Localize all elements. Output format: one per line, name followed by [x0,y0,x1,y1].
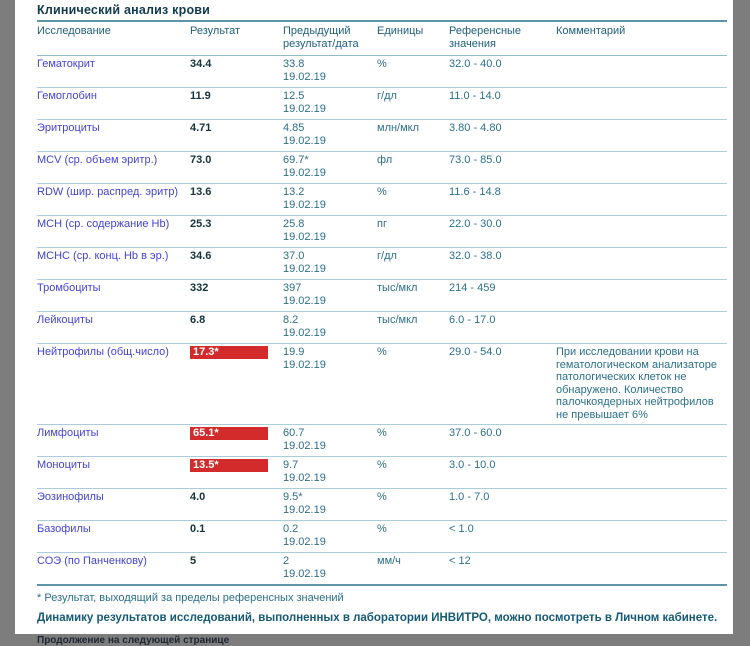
previous-result: 2 [283,555,290,567]
previous-result: 397 [283,282,302,294]
dynamics-note: Динамику результатов исследований, выполненных в лаборатории ИНВИТРО, можно посмотреть в Личном кабинете. [37,612,718,624]
comment [556,521,727,553]
reference-range: < 12 [449,553,556,586]
result-value: 25.3 [190,218,212,230]
results-table [37,20,727,586]
comment [556,56,727,88]
comment: При исследовании крови на гематологическом анализаторе патологических клеток не обнаружено. Количество палочкоядерных нейтрофилов не превышает 6% [556,344,727,425]
previous-date: 19.02.19 [283,71,326,83]
units: % [377,425,449,457]
comment [556,120,727,152]
reference-range: 32.0 - 38.0 [449,248,556,280]
previous-result: 0.2 [283,523,299,535]
result-value: 4.71 [190,122,212,134]
table-body [37,56,727,586]
test-name: MCV (ср. объем эритр.) [37,154,158,166]
result-value: 11.9 [190,90,211,102]
reference-range: 1.0 - 7.0 [449,489,556,521]
units: г/дл [377,88,449,120]
continuation-note: Продолжение на следующей странице [37,634,230,646]
test-name: Моноциты [37,459,90,471]
previous-date: 19.02.19 [283,359,326,371]
table-row [37,248,727,280]
previous-result: 9.5* [283,491,303,503]
reference-range: 32.0 - 40.0 [449,56,556,88]
reference-range: 3.0 - 10.0 [449,457,556,489]
previous-date: 19.02.19 [283,536,326,548]
test-name: Гемоглобин [37,90,97,102]
table-row [37,184,727,216]
comment [556,152,727,184]
result-value: 332 [190,282,209,294]
table-row [37,489,727,521]
previous-date: 19.02.19 [283,568,326,580]
result-value: 65.1* [190,427,268,440]
previous-date: 19.02.19 [283,103,326,115]
test-name: RDW (шир. распред. эритр) [37,186,179,198]
previous-result: 9.7 [283,459,299,471]
test-name: MCHC (ср. конц. Hb в эр.) [37,250,169,262]
result-value: 6.8 [190,314,206,326]
units: % [377,457,449,489]
column-header-result: Результат [190,21,283,56]
previous-date: 19.02.19 [283,231,326,243]
table-row [37,120,727,152]
units: пг [377,216,449,248]
column-header-previous: Предыдущий результат/дата [283,21,377,56]
comment [556,425,727,457]
table-row [37,152,727,184]
reference-range: 37.0 - 60.0 [449,425,556,457]
table-row [37,56,727,88]
result-value: 4.0 [190,491,206,503]
units: тыс/мкл [377,280,449,312]
page-title: Клинический анализ крови [37,3,211,17]
previous-result: 33.8 [283,58,305,70]
previous-date: 19.02.19 [283,167,326,179]
test-name: Тромбоциты [37,282,101,294]
table-row [37,553,727,586]
column-header-units: Единицы [377,21,449,56]
test-name: Лейкоциты [37,314,93,326]
reference-footnote: * Результат, выходящий за пределы референсных значений [37,592,344,604]
column-header-test: Исследование [37,21,190,56]
comment [556,184,727,216]
reference-range: 214 - 459 [449,280,556,312]
previous-result: 25.8 [283,218,305,230]
table-row [37,88,727,120]
column-header-comment: Комментарий [556,21,727,56]
reference-range: 73.0 - 85.0 [449,152,556,184]
reference-range: 3.80 - 4.80 [449,120,556,152]
previous-date: 19.02.19 [283,327,326,339]
previous-result: 8.2 [283,314,299,326]
comment [556,216,727,248]
reference-range: 6.0 - 17.0 [449,312,556,344]
result-value: 13.6 [190,186,212,198]
table-row [37,216,727,248]
previous-result: 60.7 [283,427,305,439]
column-header-reference: Референсные значения [449,21,556,56]
units: г/дл [377,248,449,280]
reference-range: 29.0 - 54.0 [449,344,556,425]
units: % [377,344,449,425]
result-value: 73.0 [190,154,212,166]
comment [556,489,727,521]
table-row [37,521,727,553]
table-row [37,425,727,457]
result-value: 17.3* [190,346,268,359]
previous-result: 4.85 [283,122,305,134]
previous-date: 19.02.19 [283,440,326,452]
previous-result: 37.0 [283,250,305,262]
units: % [377,489,449,521]
test-name: Базофилы [37,523,91,535]
units: тыс/мкл [377,312,449,344]
reference-range: < 1.0 [449,521,556,553]
comment [556,248,727,280]
previous-date: 19.02.19 [283,472,326,484]
test-name: MCH (ср. содержание Hb) [37,218,170,230]
report-page [15,0,733,646]
comment [556,88,727,120]
units: млн/мкл [377,120,449,152]
units: % [377,521,449,553]
comment [556,553,727,586]
test-name: Нейтрофилы (общ.число) [37,346,169,358]
test-name: СОЭ (по Панченкову) [37,555,147,567]
result-value: 13.5* [190,459,268,472]
reference-range: 11.6 - 14.8 [449,184,556,216]
comment [556,280,727,312]
test-name: Эритроциты [37,122,100,134]
table-header [37,21,727,56]
units: фл [377,152,449,184]
previous-date: 19.02.19 [283,263,326,275]
reference-range: 11.0 - 14.0 [449,88,556,120]
table-row [37,457,727,489]
previous-result: 69.7* [283,154,309,166]
test-name: Гематокрит [37,58,95,70]
table-row [37,312,727,344]
comment [556,457,727,489]
result-value: 0.1 [190,523,206,535]
reference-range: 22.0 - 30.0 [449,216,556,248]
table-row [37,344,727,425]
test-name: Эозинофилы [37,491,104,503]
comment [556,312,727,344]
previous-result: 19.9 [283,346,305,358]
previous-date: 19.02.19 [283,295,326,307]
units: мм/ч [377,553,449,586]
previous-date: 19.02.19 [283,504,326,516]
previous-result: 12.5 [283,90,305,102]
result-value: 34.4 [190,58,212,70]
test-name: Лимфоциты [37,427,99,439]
previous-date: 19.02.19 [283,135,326,147]
table-row [37,280,727,312]
units: % [377,56,449,88]
result-value: 5 [190,555,197,567]
previous-result: 13.2 [283,186,305,198]
units: % [377,184,449,216]
previous-date: 19.02.19 [283,199,326,211]
result-value: 34.6 [190,250,212,262]
